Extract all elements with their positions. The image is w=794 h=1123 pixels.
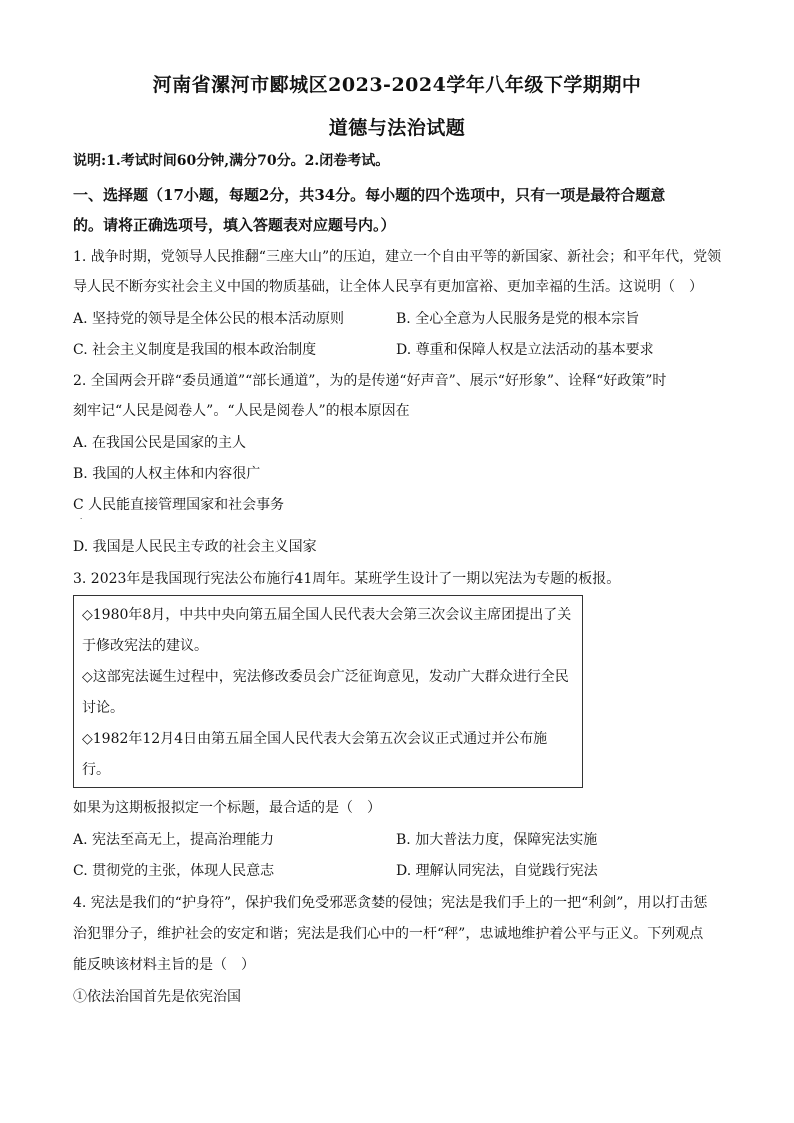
section-heading-cont: 的。请将正确选项号，填入答题表对应题号内。） [73, 216, 396, 234]
q1-option-d: D. 尊重和保障人权是立法活动的基本要求 [396, 342, 654, 358]
q1-stem: 1. 战争时期，党领导人民推翻“三座大山”的压迫，建立一个自由平等的新国家、新社会；和平年代，党领 [73, 249, 722, 265]
q1-option-c: C. 社会主义制度是我国的根本政治制度 [73, 342, 317, 358]
q2-stem: 2. 全国两会开辟“委员通道”“部长通道”，为的是传递“好声音”、展示“好形象”、诠释“好政策”时 [73, 373, 667, 389]
exam-subtitle: 道德与法治试题 [328, 117, 466, 139]
q2-option-a: A. 在我国公民是国家的主人 [73, 435, 247, 451]
q1-option-a: A. 坚持党的领导是全体公民的根本活动原则 [73, 311, 345, 327]
q3-option-c: C. 贯彻党的主张，体现人民意志 [73, 863, 275, 879]
q3-box-line: 讨论。 [82, 700, 124, 716]
q3-box-line: ◇这部宪法诞生过程中，宪法修改委员会广泛征询意见，发动广大群众进行全民 [82, 669, 569, 685]
section-heading: 一、选择题（17小题，每题2分，共34分。每小题的四个选项中，只有一项是最符合题意 [73, 186, 666, 204]
q3-option-a: A. 宪法至高无上，提高治理能力 [73, 832, 275, 848]
q2-option-c: C 人民能直接管理国家和社会事务 [73, 497, 285, 513]
q4-stem: 4. 宪法是我们的“护身符”，保护我们免受邪恶贪婪的侵蚀；宪法是我们手上的一把“利剑”，用以打击惩 [73, 895, 708, 911]
q4-stem-cont2: 能反映该材料主旨的是（ ） [73, 957, 255, 973]
q3-box-line: 于修改宪法的建议。 [82, 638, 208, 654]
q3-box-line: 行。 [82, 762, 110, 778]
q2-option-d: D. 我国是人民民主专政的社会主义国家 [73, 539, 317, 555]
stray-mark: . [80, 513, 83, 521]
q1-option-b: B. 全心全意为人民服务是党的根本宗旨 [396, 311, 640, 327]
q1-stem-cont: 导人民不断夯实社会主义中国的物质基础，让全体人民享有更加富裕、更加幸福的生活。这说明（ ） [73, 279, 703, 295]
q3-option-b: B. 加大普法力度，保障宪法实施 [396, 832, 598, 848]
q4-item-1: ①依法治国首先是依宪治国 [73, 989, 241, 1005]
q3-option-d: D. 理解认同宪法，自觉践行宪法 [396, 863, 598, 879]
q3-material-box [73, 595, 583, 788]
q3-question: 如果为这期板报拟定一个标题，最合适的是（ ） [73, 800, 381, 816]
q2-stem-cont: 刻牢记“人民是阅卷人”。“人民是阅卷人”的根本原因在 [73, 403, 410, 419]
exam-title: 河南省漯河市郾城区2023-2024学年八年级下学期期中 [152, 74, 642, 96]
q3-stem: 3. 2023年是我国现行宪法公布施行41周年。某班学生设计了一期以宪法为专题的板报。 [73, 571, 621, 587]
q3-box-line: ◇1980年8月，中共中央向第五届全国人民代表大会第三次会议主席团提出了关 [82, 607, 572, 623]
exam-instructions: 说明:1.考试时间60分钟,满分70分。2.闭卷考试。 [73, 153, 390, 169]
q3-box-line: ◇1982年12月4日由第五届全国人民代表大会第五次会议正式通过并公布施 [82, 731, 548, 747]
q2-option-b: B. 我国的人权主体和内容很广 [73, 466, 261, 482]
q4-stem-cont: 治犯罪分子，维护社会的安定和谐；宪法是我们心中的一杆“秤”，忠诚地维护着公平与正义。下列观点 [73, 926, 704, 942]
